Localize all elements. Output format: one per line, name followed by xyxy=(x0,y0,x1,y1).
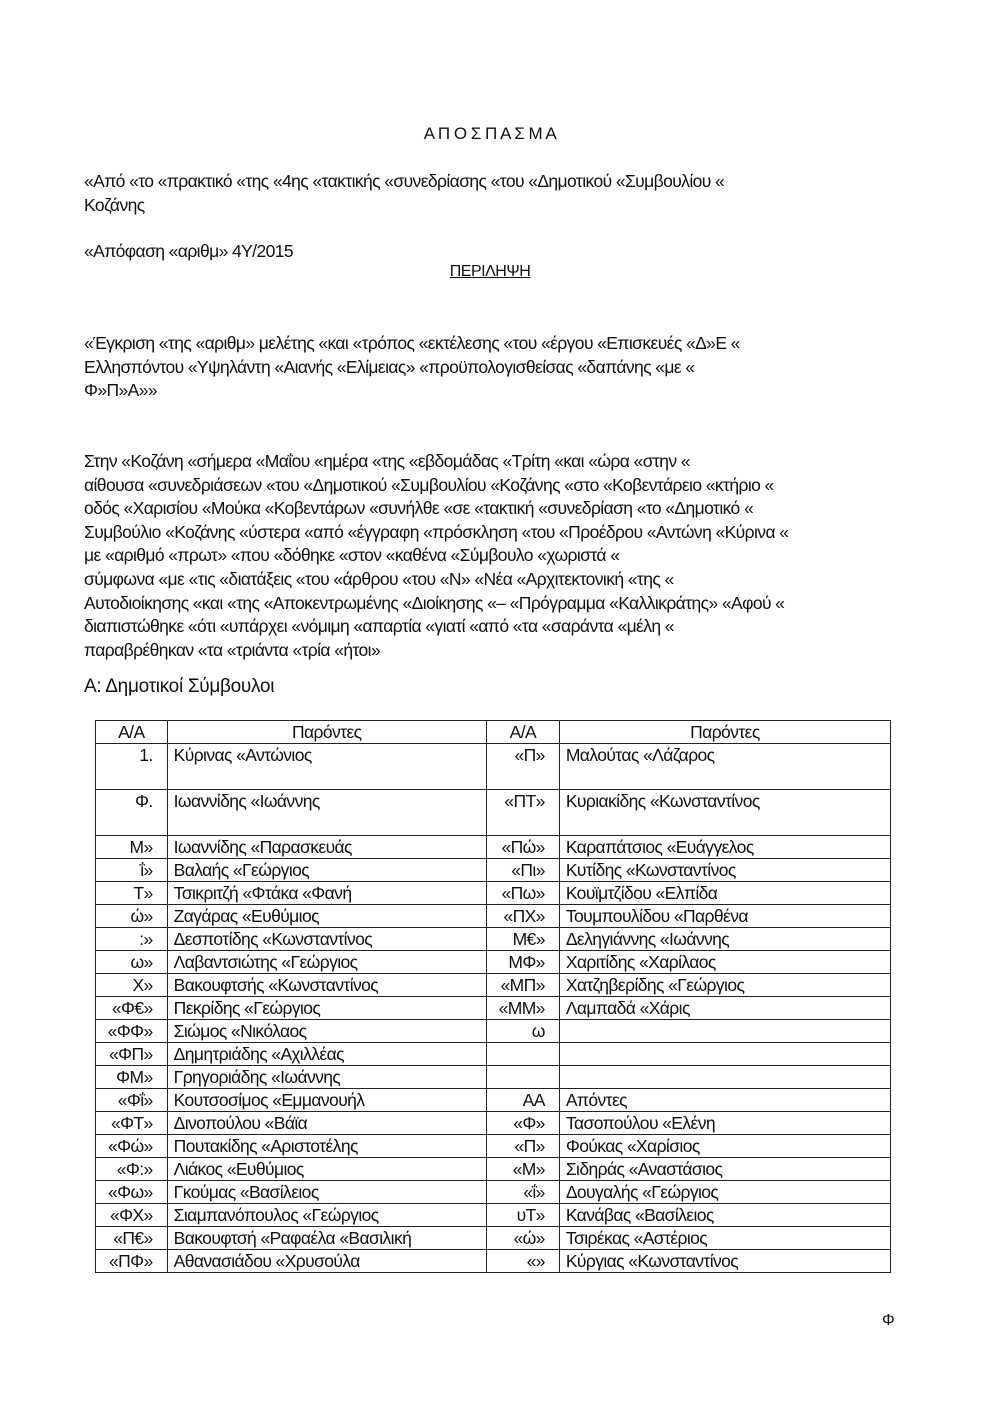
header-cell: Α/Α xyxy=(486,721,559,744)
member-name-cell: Τασοπούλου «Ελένη xyxy=(559,1112,890,1135)
member-name-cell xyxy=(559,1066,890,1089)
member-name-cell: Γρηγοριάδης «Ιωάννης xyxy=(167,1066,486,1089)
subject-line: Ελλησπόντου «Υψηλάντη «Αιανής «Ελίμειας» «προϋπολογισθείσας «δαπάνης «με « xyxy=(84,356,695,377)
member-name-cell: Κύργιας «Κωνσταντίνος xyxy=(559,1250,890,1273)
row-number-cell: «Φώ» xyxy=(96,1135,168,1158)
row-number-cell: «ΜΠ» xyxy=(486,974,559,997)
row-number-cell: Χ» xyxy=(96,974,168,997)
member-name-cell xyxy=(559,1020,890,1043)
row-number-cell: Μ€» xyxy=(486,928,559,951)
table-row xyxy=(96,997,891,1020)
table-row xyxy=(96,882,891,905)
member-name-cell: Κυτίδης «Κωνσταντίνος xyxy=(559,859,890,882)
table-row xyxy=(96,1135,891,1158)
table-row xyxy=(96,905,891,928)
table-row xyxy=(96,1227,891,1250)
member-name-cell: Λαμπαδά «Χάρις xyxy=(559,997,890,1020)
table-row xyxy=(96,1020,891,1043)
row-number-cell: ΐ» xyxy=(96,859,168,882)
member-name-cell: Κουτσοσίμος «Εμμανουήλ xyxy=(167,1089,486,1112)
table-row xyxy=(96,1043,891,1066)
member-name-cell xyxy=(559,1043,890,1066)
row-number-cell: ώ» xyxy=(96,905,168,928)
body-line: Αυτοδιοίκησης «και «της «Αποκεντρωμένης «Διοίκησης «– «Πρόγραμμα «Καλλικράτης» «Αφού « xyxy=(84,592,785,613)
body-line: Συμβούλιο «Κοζάνης «ύστερα «από «έγγραφη «πρόσκληση «του «Προέδρου «Αντώνη «Κύρινα « xyxy=(84,521,789,542)
member-name-cell: Βακουφτσής «Κωνσταντίνος xyxy=(167,974,486,997)
row-number-cell: «ΠΦ» xyxy=(96,1250,168,1273)
member-name-cell: Ιωαννίδης «Παρασκευάς xyxy=(167,836,486,859)
member-name-cell: Τσιρέκας «Αστέριος xyxy=(559,1227,890,1250)
row-number-cell: «Πι» xyxy=(486,859,559,882)
row-number-cell: ΑΑ xyxy=(486,1089,559,1112)
subject-paragraph xyxy=(84,332,914,403)
decision-subtitle: ΠΕΡΙΛΗΨΗ xyxy=(449,263,531,280)
body-line: με «αριθμό «πρωτ» «που «δόθηκε «στον «καθένα «Σύμβουλο «χωριστά « xyxy=(84,545,620,566)
body-line: παραβρέθηκαν «τα «τριάντα «τρία «ήτοι» xyxy=(84,639,381,660)
member-name-cell: Χατζηβερίδης «Γεώργιος xyxy=(559,974,890,997)
member-name-cell: Λαβαντσιώτης «Γεώργιος xyxy=(167,951,486,974)
row-number-cell: «ΦΠ» xyxy=(96,1043,168,1066)
row-number-cell: «Φΐ» xyxy=(96,1089,168,1112)
member-name-cell: Τσικριτζή «Φτάκα «Φανή xyxy=(167,882,486,905)
row-number-cell: «Π» xyxy=(486,744,559,790)
table-row xyxy=(96,744,891,790)
member-name-cell: Μαλούτας «Λάζαρος xyxy=(559,744,890,790)
row-number-cell: «ΦΤ» xyxy=(96,1112,168,1135)
member-name-cell: Κύρινας «Αντώνιος xyxy=(167,744,486,790)
row-number-cell: Φ. xyxy=(96,790,168,836)
row-number-cell: 1. xyxy=(96,744,168,790)
intro-line: «Από «το «πρακτικό «της «4ης «τακτικής «συνεδρίασης «του «Δημοτικού «Συμβουλίου « xyxy=(84,171,725,191)
member-name-cell: Δημητριάδης «Αχιλλέας xyxy=(167,1043,486,1066)
table-body xyxy=(96,744,891,1273)
row-number-cell: «Πώ» xyxy=(486,836,559,859)
table-row xyxy=(96,928,891,951)
member-name-cell: Πουτακίδης «Αριστοτέλης xyxy=(167,1135,486,1158)
member-name-cell: Φούκας «Χαρίσιος xyxy=(559,1135,890,1158)
body-line: σύμφωνα «με «τις «διατάξεις «του «άρθρου «του «Ν» «Νέα «Αρχιτεκτονική «της « xyxy=(84,568,674,589)
header-cell: Παρόντες xyxy=(167,721,486,744)
row-number-cell: «» xyxy=(486,1250,559,1273)
row-number-cell: «Π» xyxy=(486,1135,559,1158)
body-paragraph xyxy=(84,450,914,662)
table-row xyxy=(96,836,891,859)
table-row xyxy=(96,1250,891,1273)
body-line: οδός «Χαρισίου «Μούκα «Κοβεντάρων «συνήλθε «σε «τακτική «συνεδρίαση «το «Δημοτικό « xyxy=(84,498,754,519)
member-name-cell: Δινοπούλου «Βάϊα xyxy=(167,1112,486,1135)
row-number-cell: ω xyxy=(486,1020,559,1043)
row-number-cell: «Μ» xyxy=(486,1158,559,1181)
row-number-cell: ΦΜ» xyxy=(96,1066,168,1089)
section-title: Α: Δημοτικοί Σύμβουλοι xyxy=(84,676,275,697)
table-row xyxy=(96,1066,891,1089)
row-number-cell: Μ» xyxy=(96,836,168,859)
subject-line: «Έγκριση «της «αριθμ» μελέτης «και «τρόπος «εκτέλεσης «του «έργου «Επισκευές «Δ»Ε « xyxy=(84,333,740,353)
decision-label: «Απόφαση «αριθμ» 4Υ/2015 xyxy=(84,241,293,261)
row-number-cell: «Π€» xyxy=(96,1227,168,1250)
member-name-cell: Απόντες xyxy=(559,1089,890,1112)
row-number-cell xyxy=(486,1043,559,1066)
member-name-cell: Δεληγιάννης «Ιωάννης xyxy=(559,928,890,951)
row-number-cell: «ΠΤ» xyxy=(486,790,559,836)
table-row xyxy=(96,974,891,997)
member-name-cell: Χαριτίδης «Χαρίλαος xyxy=(559,951,890,974)
document-title: Α Π Ο Σ Π Α Σ Μ Α xyxy=(423,124,557,143)
body-line: Στην «Κοζάνη «σήμερα «Μαΐου «ημέρα «της «εβδομάδας «Τρίτη «και «ώρα «στην « xyxy=(84,451,690,471)
row-number-cell xyxy=(486,1066,559,1089)
table-header-row xyxy=(96,721,891,744)
member-name-cell: Τουμπουλίδου «Παρθένα xyxy=(559,905,890,928)
row-number-cell: «Φ€» xyxy=(96,997,168,1020)
member-name-cell: Ιωαννίδης «Ιωάννης xyxy=(167,790,486,836)
row-number-cell: «ΐ» xyxy=(486,1181,559,1204)
member-name-cell: Δεσποτίδης «Κωνσταντίνος xyxy=(167,928,486,951)
member-name-cell: Κουϊμτζίδου «Ελπίδα xyxy=(559,882,890,905)
header-cell: Α/Α xyxy=(96,721,168,744)
table-row xyxy=(96,1158,891,1181)
row-number-cell: «ΠΧ» xyxy=(486,905,559,928)
member-name-cell: Βακουφτσή «Ραφαέλα «Βασιλική xyxy=(167,1227,486,1250)
row-number-cell: ΜΦ» xyxy=(486,951,559,974)
member-name-cell: Κανάβας «Βασίλειος xyxy=(559,1204,890,1227)
decision-number xyxy=(84,240,914,264)
row-number-cell: ω» xyxy=(96,951,168,974)
member-name-cell: Σιαμπανόπουλος «Γεώργιος xyxy=(167,1204,486,1227)
member-name-cell: Σιδηράς «Αναστάσιος xyxy=(559,1158,890,1181)
member-name-cell: Γκούμας «Βασίλειος xyxy=(167,1181,486,1204)
table-row xyxy=(96,859,891,882)
header-cell: Παρόντες xyxy=(559,721,890,744)
row-number-cell: «Πω» xyxy=(486,882,559,905)
row-number-cell: «ΜΜ» xyxy=(486,997,559,1020)
row-number-cell: «Φ:» xyxy=(96,1158,168,1181)
member-name-cell: Βαλαής «Γεώργιος xyxy=(167,859,486,882)
table-row xyxy=(96,1181,891,1204)
row-number-cell: Τ» xyxy=(96,882,168,905)
intro-line: Κοζάνης xyxy=(84,194,145,215)
table-row xyxy=(96,1204,891,1227)
body-line: αίθουσα «συνεδριάσεων «του «Δημοτικού «Συμβουλίου «Κοζάνης «στο «Κοβεντάρειο «κτήριο « xyxy=(84,474,774,495)
member-name-cell: Ζαγάρας «Ευθύμιος xyxy=(167,905,486,928)
page-number: Φ xyxy=(882,1312,895,1329)
member-name-cell: Σιώμος «Νικόλαος xyxy=(167,1020,486,1043)
row-number-cell: «ώ» xyxy=(486,1227,559,1250)
row-number-cell: «Φω» xyxy=(96,1181,168,1204)
member-name-cell: Λιάκος «Ευθύμιος xyxy=(167,1158,486,1181)
row-number-cell: :» xyxy=(96,928,168,951)
member-name-cell: Δουγαλής «Γεώργιος xyxy=(559,1181,890,1204)
body-line: διαπιστώθηκε «ότι «υπάρχει «νόμιμη «απαρτία «γιατί «από «τα «σαράντα «μέλη « xyxy=(84,616,674,637)
member-name-cell: Καραπάτσιος «Ευάγγελος xyxy=(559,836,890,859)
member-name-cell: Κυριακίδης «Κωνσταντίνος xyxy=(559,790,890,836)
table-row xyxy=(96,1089,891,1112)
member-name-cell: Αθανασιάδου «Χρυσούλα xyxy=(167,1250,486,1273)
member-name-cell: Πεκρίδης «Γεώργιος xyxy=(167,997,486,1020)
table-row xyxy=(96,790,891,836)
row-number-cell: «Φ» xyxy=(486,1112,559,1135)
intro-paragraph xyxy=(84,170,914,217)
row-number-cell: υΤ» xyxy=(486,1204,559,1227)
subject-line: Φ»Π»Α»» xyxy=(84,380,158,401)
table-row xyxy=(96,1112,891,1135)
row-number-cell: «ΦΧ» xyxy=(96,1204,168,1227)
table-row xyxy=(96,951,891,974)
row-number-cell: «ΦΦ» xyxy=(96,1020,168,1043)
members-table xyxy=(95,720,891,1273)
